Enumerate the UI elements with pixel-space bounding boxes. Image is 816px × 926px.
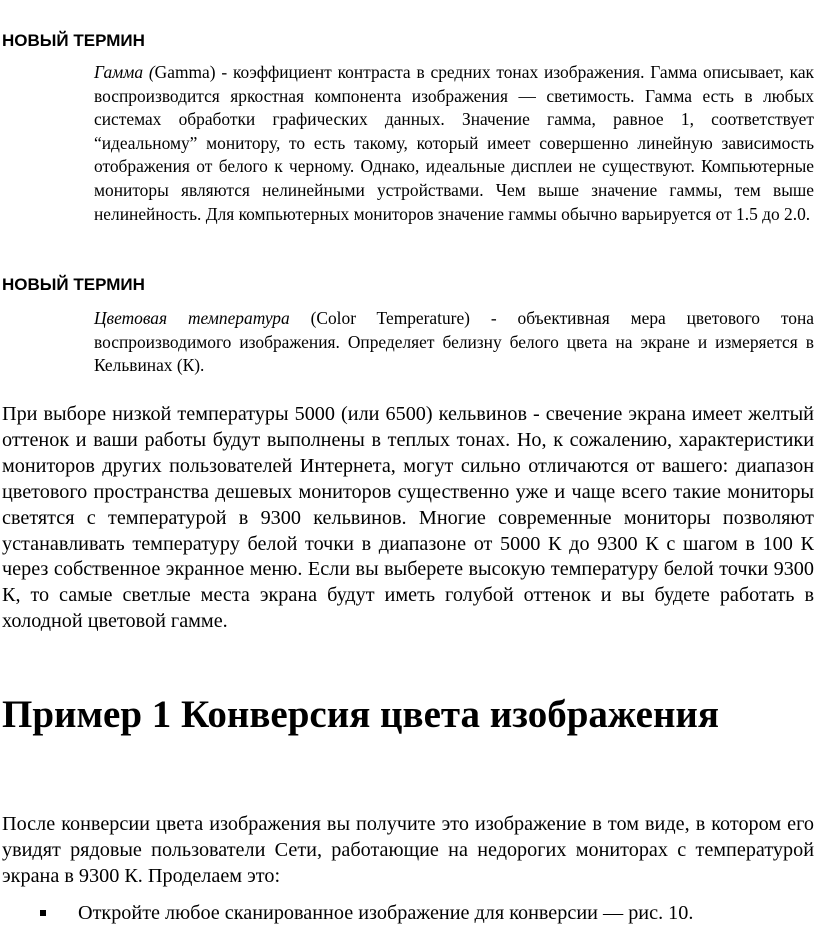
square-bullet-icon <box>40 910 46 916</box>
term-name-gamma: Гамма ( <box>94 62 155 82</box>
term-definition-gamma-text: Gamma) - коэффициент контраста в средних тонах изображения. Гамма описывает, как воспроизводится яркостная компонента изображения — светимость. Гамма есть в любых системах обработки графических данных. Значение гамма, равное 1, соответствует “идеальному” монитору, то есть такому, который имеет совершенно линейную зависимость отображения от белого к черному. Однако, идеальные дисплеи не существуют. Компьютерные мониторы являются нелинейными устройствами. Чем выше значение гаммы, тем выше нелинейность. Для компьютерных мониторов значение гаммы обычно варьируется от 1.5 до 2.0. <box>94 62 814 224</box>
list-item-text: Откройте любое сканированное изображение для конверсии — рис. 10. <box>78 902 694 924</box>
term-heading-color-temperature: НОВЫЙ ТЕРМИН <box>2 275 145 294</box>
term-definition-color-temperature <box>94 307 814 378</box>
term-name-color-temperature: Цветовая температура <box>94 308 290 328</box>
term-definition-gamma <box>94 61 814 226</box>
list-item <box>0 901 816 926</box>
paragraph-conversion-intro: После конверсии цвета изображения вы получите это изображение в том виде, в котором его увидят рядовые пользователи Сети, работающие на недорогих мониторах с температурой экрана в 9300 К. Проделаем это: <box>2 813 814 887</box>
paragraph-color-temperature: При выборе низкой температуры 5000 (или 6500) кельвинов - свечение экрана имеет желтый оттенок и ваши работы будут выполнены в теплых тонах. Но, к сожалению, характеристики мониторов других пользователей Интернета, могут сильно отличаются от вашего: диапазон цветового пространства дешевых мониторов существенно уже и чаще всего такие мониторы светятся с температурой в 9300 кельвинов. Многие современные мониторы позволяют устанавливать температуру белой точки в диапазоне от 5000 К до 9300 К с шагом в 100 К через собственное экранное меню. Если вы выберете высокую температуру белой точки 9300 К, то самые светлые места экрана будут иметь голубой оттенок и вы будете работать в холодной цветовой гамме. <box>2 403 814 633</box>
steps-list <box>0 901 816 926</box>
term-definition-color-temperature-text: (Color Temperature) - объективная мера цветового тона воспроизводимого изображения. Определяет белизну белого цвета на экране и измеряется в Кельвинах (К). <box>94 308 814 376</box>
section-title: Пример 1 Конверсия цвета изображения <box>2 693 720 736</box>
term-heading-gamma: НОВЫЙ ТЕРМИН <box>2 31 145 50</box>
